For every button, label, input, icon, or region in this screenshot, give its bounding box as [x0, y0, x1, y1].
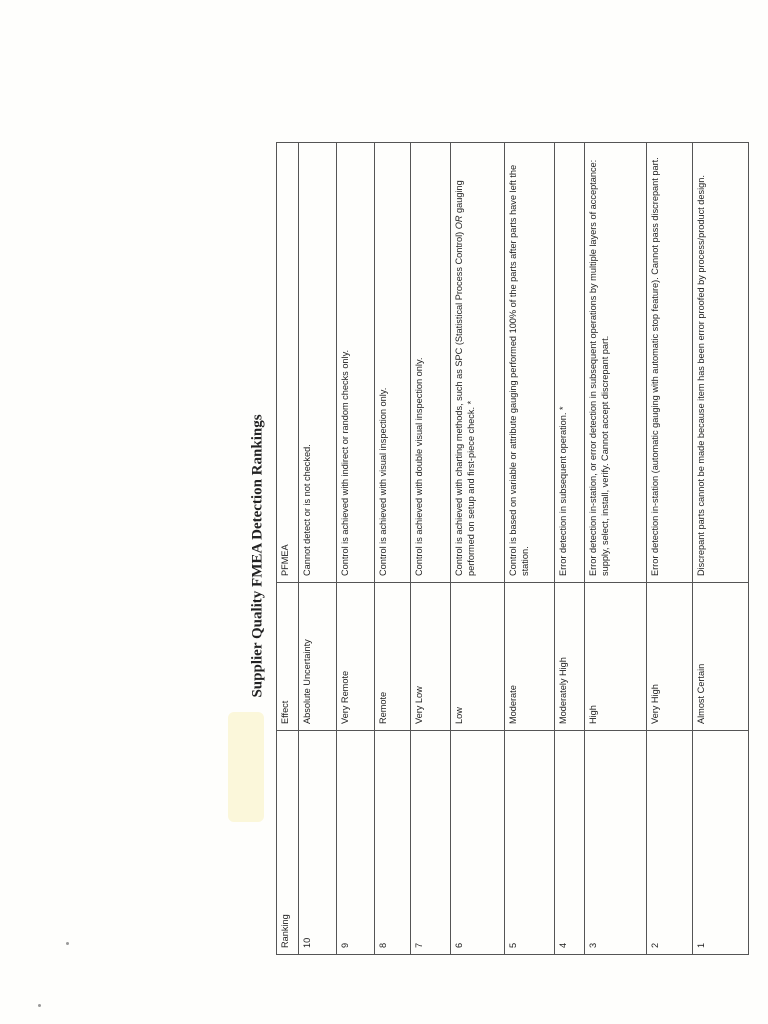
table-row	[375, 143, 411, 955]
cell-effect: Very Low	[411, 583, 451, 731]
cell-effect: Low	[451, 583, 505, 731]
table-row	[451, 143, 505, 955]
table-row	[647, 143, 693, 955]
table-row	[299, 143, 337, 955]
scan-speck	[66, 942, 69, 945]
cell-effect: Remote	[375, 583, 411, 731]
table-row	[411, 143, 451, 955]
cell-ranking: 6	[451, 731, 505, 955]
cell-ranking: 8	[375, 731, 411, 955]
cell-pfmea: Error detection in-station (automatic gauging with automatic stop feature). Cannot pass discrepant part.	[647, 143, 693, 583]
cell-pfmea: Control is achieved with visual inspection only.	[375, 143, 411, 583]
cell-pfmea: Control is achieved with double visual inspection only.	[411, 143, 451, 583]
cell-pfmea: Error detection in-station, or error detection in subsequent operations by multiple layers of acceptance: supply, select, install, verify. Cannot accept discrepant part.	[585, 143, 647, 583]
cell-ranking: 5	[505, 731, 555, 955]
rankings-table	[276, 142, 749, 955]
cell-ranking: 10	[299, 731, 337, 955]
pfmea-or-emphasis: OR	[454, 215, 464, 230]
detection-rankings-table	[276, 143, 748, 955]
pfmea-text-part: Control is achieved with charting methods, such as SPC (Statistical Process Control)	[454, 229, 464, 576]
cell-pfmea: Control is based on variable or attribute gauging performed 100% of the parts after parts have left the station.	[505, 143, 555, 583]
cell-effect: Moderately High	[555, 583, 585, 731]
cell-ranking: 3	[585, 731, 647, 955]
pfmea-text-part: gauging performed on setup and first-piece check. *	[454, 180, 476, 576]
header-effect: Effect	[277, 583, 299, 731]
cell-ranking: 9	[337, 731, 375, 955]
header-ranking: Ranking	[277, 731, 299, 955]
cell-effect: Very High	[647, 583, 693, 731]
cell-pfmea	[451, 143, 505, 583]
cell-effect: Almost Certain	[693, 583, 749, 731]
cell-pfmea: Cannot detect or is not checked.	[299, 143, 337, 583]
cell-ranking: 2	[647, 731, 693, 955]
table-header-row	[277, 143, 299, 955]
header-pfmea: PFMEA	[277, 143, 299, 583]
cell-effect: Absolute Uncertainty	[299, 583, 337, 731]
cell-effect: Moderate	[505, 583, 555, 731]
highlighter-mark	[228, 712, 264, 822]
document-title-text: Supplier Quality FMEA Detection Rankings	[249, 414, 266, 698]
cell-ranking: 1	[693, 731, 749, 955]
table-row	[693, 143, 749, 955]
cell-ranking: 7	[411, 731, 451, 955]
table-row	[585, 143, 647, 955]
table-row	[505, 143, 555, 955]
scan-speck	[38, 1004, 41, 1007]
cell-effect: High	[585, 583, 647, 731]
cell-pfmea: Control is achieved with indirect or random checks only.	[337, 143, 375, 583]
cell-pfmea: Discrepant parts cannot be made because item has been error proofed by process/product design.	[693, 143, 749, 583]
table-row	[555, 143, 585, 955]
cell-ranking: 4	[555, 731, 585, 955]
cell-pfmea: Error detection in subsequent operation. *	[555, 143, 585, 583]
table-row	[337, 143, 375, 955]
cell-effect: Very Remote	[337, 583, 375, 731]
